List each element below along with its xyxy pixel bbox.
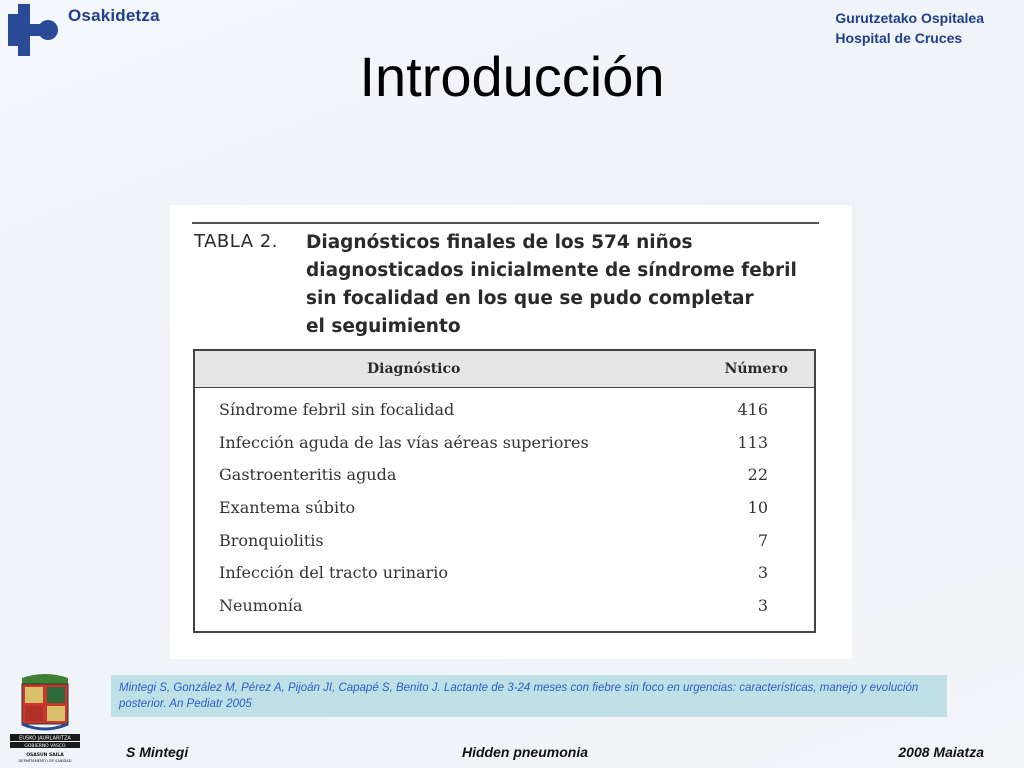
table-caption-line: el seguimiento [306, 316, 461, 337]
table-caption [306, 229, 826, 341]
brand-name: Osakidetza [68, 6, 160, 25]
cell-numero: 10 [747, 498, 768, 518]
emblem-text-line: DEPARTAMENTO DE SANIDAD [18, 759, 72, 763]
cell-diagnostico: Síndrome febril sin focalidad [219, 400, 455, 419]
table-caption-line: diagnosticados inicialmente de síndrome febril [306, 260, 797, 281]
cell-numero: 113 [737, 432, 768, 452]
cell-diagnostico: Exantema súbito [219, 498, 356, 518]
cell-diagnostico: Infección aguda de las vías aéreas superiores [219, 432, 589, 452]
footer-date: 2008 Maiatza [898, 744, 984, 760]
table-label: TABLA 2. [194, 231, 278, 252]
emblem-text-line: EUSKO JAURLARITZA [19, 735, 71, 742]
cell-numero: 3 [757, 596, 768, 616]
table-row [195, 494, 814, 527]
table-row [195, 527, 814, 560]
cell-numero: 3 [757, 563, 768, 583]
diagnosis-table [193, 349, 816, 633]
emblem-text-line: GOBIERNO VASCO [24, 744, 66, 749]
table-row [195, 592, 814, 625]
table-row [195, 429, 814, 462]
footer-author: S Mintegi [126, 744, 189, 760]
gobierno-vasco-emblem-icon [8, 672, 82, 764]
table-row [195, 396, 814, 429]
table-caption-line: Diagnósticos finales de los 574 niños [306, 232, 693, 253]
cell-diagnostico: Bronquiolitis [219, 530, 324, 550]
hospital-line-basque: Gurutzetako Ospitalea [835, 10, 984, 26]
hospital-line-spanish: Hospital de Cruces [835, 30, 963, 46]
cell-numero: 416 [737, 400, 768, 419]
cell-numero: 22 [747, 465, 768, 485]
table-caption-line: sin focalidad en los que se pudo completar [306, 288, 754, 309]
slide-title: Introducción [359, 45, 665, 108]
table-body [195, 396, 814, 625]
table-image-panel [170, 205, 852, 659]
table-header-row [195, 351, 814, 388]
hospital-name [835, 8, 984, 48]
column-header-numero: Número [724, 361, 788, 377]
footer-topic: Hidden pneumonia [462, 744, 588, 760]
cell-diagnostico: Infección del tracto urinario [219, 563, 449, 583]
table-row [195, 461, 814, 494]
citation-box: Mintegi S, González M, Pérez A, Pijoán JI, Capapé S, Benito J. Lactante de 3-24 meses con fiebre sin foco en urgencias: características, manejo y evolución posterior. An Pediatr 2005 [111, 675, 947, 717]
cell-numero: 7 [757, 530, 768, 550]
table-row [195, 559, 814, 592]
table-top-rule [192, 222, 819, 224]
column-header-diagnostico: Diagnóstico [367, 361, 461, 377]
cell-diagnostico: Neumonía [219, 596, 303, 616]
cell-diagnostico: Gastroenteritis aguda [219, 465, 397, 485]
emblem-text-line: OSASUN SAILA [26, 753, 64, 758]
